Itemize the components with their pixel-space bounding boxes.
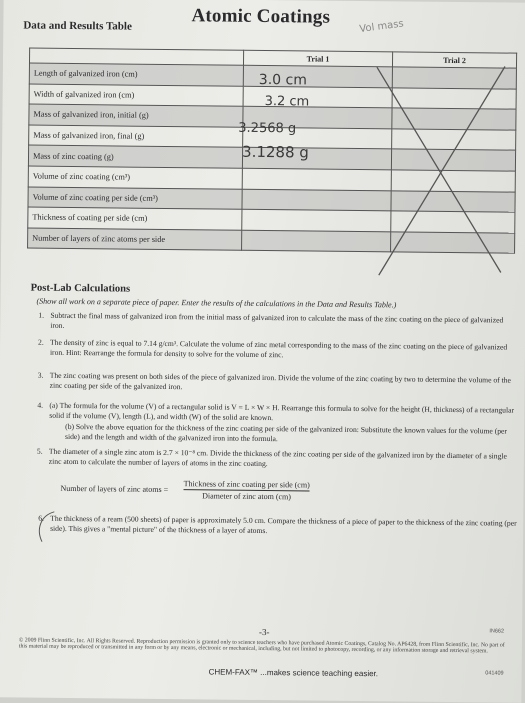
item-number: 2. xyxy=(38,337,44,347)
list-item xyxy=(36,446,517,472)
handwritten-width: 3.2 cm xyxy=(264,94,310,110)
row-label: Mass of zinc coating (g) xyxy=(28,145,242,168)
page-number: -3- xyxy=(258,626,270,638)
date-code: 041409 xyxy=(485,670,504,677)
item-text: (b) Solve the above equation for the thickness of the zinc coating per side of the galvanized iron: Substitute the known values for the volume (per side) and the length and width of the galvanized iron into the formula. xyxy=(65,421,508,444)
item-text: (a) The formula for the volume (V) of a rectangular solid is V = L × W × H. Rearrange this formula to solve for the height (H, thickness) of a rectangular solid if the volume (V), length (L), and width (W) of the solid are known. xyxy=(49,400,515,423)
handwritten-length: 3.0 cm xyxy=(258,71,307,89)
formula-fraction xyxy=(183,479,309,501)
list-item xyxy=(37,370,518,396)
list-item xyxy=(38,513,518,539)
item-text: The thickness of a ream (500 sheets) of paper is approximately 5.0 cm. Compare the thickness of a piece of paper to the thickness of the zinc coating (per side). This gives a "mental picture" of the thickness of a layer of atoms. xyxy=(50,513,517,536)
list-item xyxy=(38,337,518,363)
list-item xyxy=(65,422,517,447)
item-text: The zinc coating was present on both sides of the piece of galvanized iron. Divide the volume of the zinc coating by two to determine the volume of the zinc coating per side of the galvanized iron. xyxy=(49,370,511,392)
column-header: Trial 1 xyxy=(243,50,392,67)
item-number: 6. xyxy=(38,513,44,523)
row-label: Mass of galvanized iron, final (g) xyxy=(29,125,243,148)
column-header: Trial 2 xyxy=(392,52,516,68)
row-label: Mass of galvanized iron, initial (g) xyxy=(29,104,243,127)
copyright-text: © 2009 Flinn Scientific, Inc. All Rights Reserved. Reproduction permission is granted only to science teachers who have purchased Atomic Coatings, Catalog No. AP6428, from Flinn Scientific, Inc. No part of this material may be reproduced or transmitted in any form or by any means, electronic or mechanical, including, but not limited to photocopy, recording, or any information storage and retrieval system. xyxy=(18,637,505,655)
handwritten-final-mass: 3.1288 g xyxy=(241,142,309,162)
catalog-code: IN662 xyxy=(489,628,505,635)
formula-denominator: Diameter of zinc atom (cm) xyxy=(202,491,292,502)
row-label: Volume of zinc coating (cm³) xyxy=(28,166,242,189)
strike-x-mark xyxy=(1,0,525,303)
item-text: Subtract the final mass of galvanized iron from the initial mass of galvanized iron to calculate the mass of the zinc coating on the piece of galvanized iron. xyxy=(50,310,504,331)
post-lab-heading: Post-Lab Calculations xyxy=(30,282,131,295)
row-label: Thickness of coating per side (cm) xyxy=(28,207,242,230)
handwritten-initial-mass: 3.2568 g xyxy=(238,120,297,137)
formula-numerator: Thickness of zinc coating per side (cm) xyxy=(183,479,310,490)
row-label: Volume of zinc coating per side (cm³) xyxy=(28,187,242,210)
list-item xyxy=(38,310,518,336)
item-text: The density of zinc is equal to 7.14 g/cm³. Calculate the volume of zinc metal corresponding to the mass of the zinc coating on the piece of galvanized iron. Hint: Rearrange the formula for density to solve for the volume of zinc. xyxy=(49,337,508,360)
row-label: Number of layers of zinc atoms per side xyxy=(28,228,242,251)
item-number: 1. xyxy=(38,310,45,320)
page-title: Atomic Coatings xyxy=(191,5,331,28)
table-title: Data and Results Table xyxy=(23,19,132,33)
handwritten-circle-mark xyxy=(32,508,72,548)
item-text: The diameter of a single zinc atom is 2.7 × 10⁻⁸ cm. Divide the thickness of the zinc coating per side of the galvanized iron by the diameter of a single zinc atom to calculate the number of layers of atoms in the zinc coating. xyxy=(48,446,507,469)
brand-tagline: CHEM-FAX™ ...makes science teaching easier. xyxy=(208,667,379,679)
row-label: Length of galvanized iron (cm) xyxy=(29,63,243,86)
item-number: 5. xyxy=(36,446,43,456)
item-number: 3. xyxy=(37,370,44,380)
item-number: 4. xyxy=(37,400,44,410)
formula-label: Number of layers of zinc atoms = xyxy=(60,483,169,495)
margin-scribble: Vol mass xyxy=(358,18,405,36)
post-lab-note: (Show all work on a separate piece of paper. Enter the results of the calculations in the Data and Results Table.) xyxy=(36,296,397,310)
row-label: Width of galvanized iron (cm) xyxy=(29,84,243,107)
